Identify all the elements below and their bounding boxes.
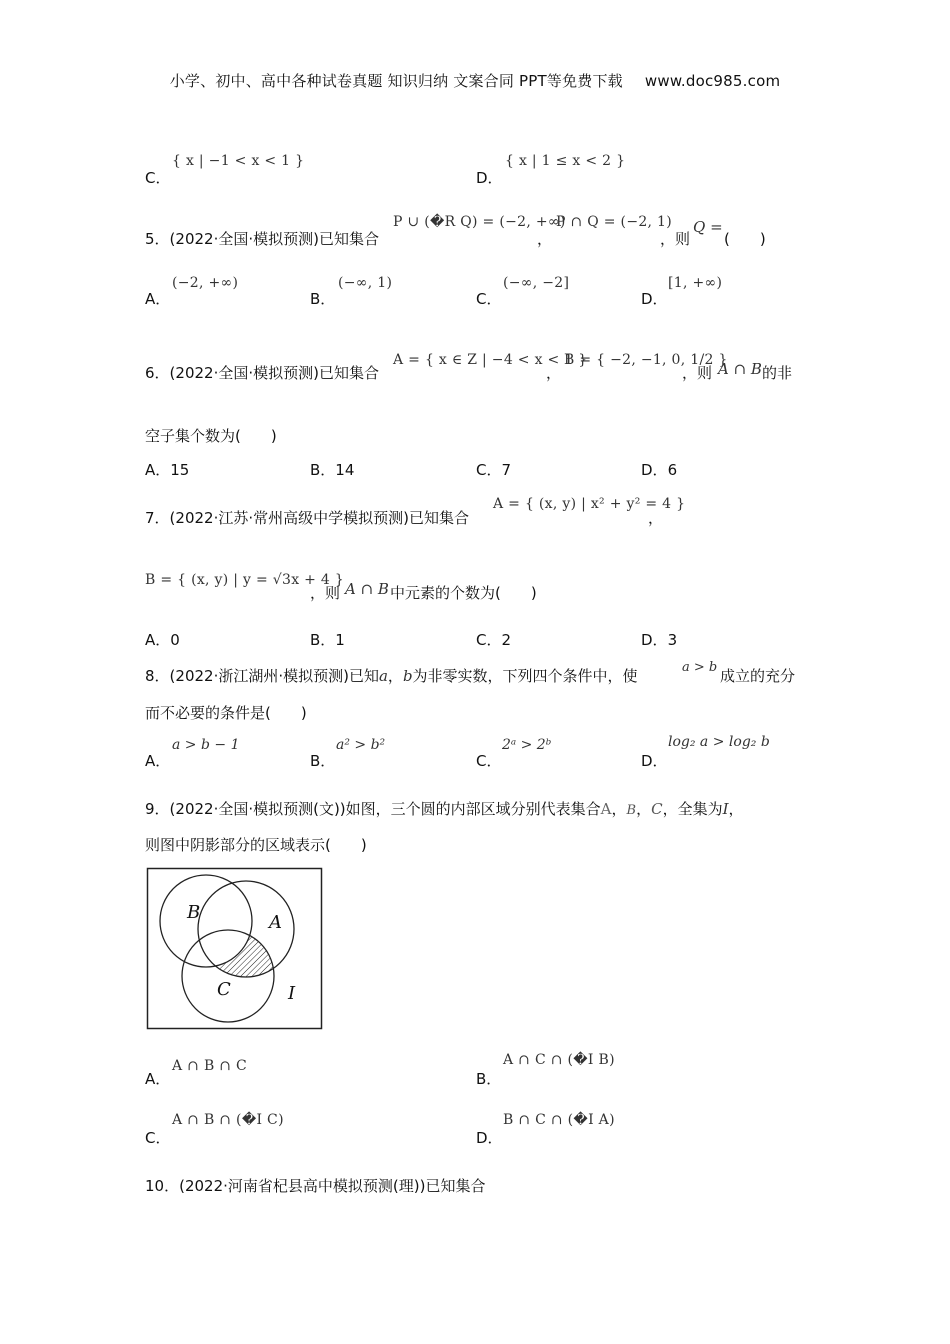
q8-option-c[interactable]: C． (476, 752, 502, 770)
q6-line-2: 空子集个数为( ) (145, 427, 277, 445)
header-url[interactable]: www.doc985.com (644, 72, 781, 90)
prev-option-d[interactable]: D． (476, 169, 503, 187)
q6-tail: 的非 (762, 364, 793, 382)
q9-option-c[interactable]: C． (145, 1129, 171, 1147)
page-header (0, 70, 950, 91)
q7-option-c[interactable]: C．2 (476, 631, 512, 649)
q7-math-2: B = { (x, y) | y = √3x + 4 } (145, 572, 345, 588)
q6-stem: 6．(2022·全国·模拟预测)已知集合 (145, 364, 379, 382)
q7-mid: 中元素的个数为( ) (390, 584, 537, 602)
q5-stem: 5．(2022·全国·模拟预测)已知集合 (145, 230, 379, 248)
venn-label-c: C (217, 979, 231, 1000)
q6-option-a[interactable]: A．15 (145, 461, 190, 479)
q7-option-a[interactable]: A．0 (145, 631, 180, 649)
q7-option-c-value: 2 (501, 631, 512, 649)
q9-option-b[interactable]: B． (476, 1070, 502, 1088)
q6-sep: ， (546, 364, 562, 382)
q9-set-c: C (651, 800, 663, 818)
q7-math-3: A ∩ B (345, 580, 389, 598)
q8-option-b[interactable]: B． (310, 752, 336, 770)
q7-stem: 7．(2022·江苏·常州高级中学模拟预测)已知集合 (145, 509, 469, 527)
q5-math-2: P ∩ Q = (−2, 1) (556, 214, 673, 230)
q5-option-a[interactable]: A． (145, 290, 171, 308)
q8-option-a-math: a > b − 1 (172, 737, 240, 753)
q6-option-c-value: 7 (501, 461, 512, 479)
q5-tail-pre: ，则 (660, 230, 691, 248)
venn-label-i: I (288, 983, 296, 1004)
q9-stem: 9．(2022·全国·模拟预测(文))如图，三个圆的内部区域分别代表集合A，B，C，全集为I， (145, 800, 744, 818)
prev-option-d-math: { x | 1 ≤ x < 2 } (505, 153, 626, 169)
q9-option-d-math: B ∩ C ∩ (�I A) (503, 1112, 615, 1128)
q8-option-b-math: a² > b² (336, 737, 386, 753)
q8-stem: 8．(2022·浙江湖州·模拟预测)已知a，b为非零实数，下列四个条件中，使 (145, 667, 638, 685)
q5-option-b-math: (−∞, 1) (338, 275, 393, 291)
q7-option-d-value: 3 (667, 631, 678, 649)
q7-option-b[interactable]: B．1 (310, 631, 345, 649)
prev-option-c-math: { x | −1 < x < 1 } (172, 153, 305, 169)
q9-option-d[interactable]: D． (476, 1129, 503, 1147)
q5-math-3: Q = (693, 218, 723, 236)
q6-option-b-value: 14 (335, 461, 355, 479)
q5-option-b[interactable]: B． (310, 290, 336, 308)
q9-option-a-math: A ∩ B ∩ C (172, 1058, 248, 1074)
q10-stem: 10．(2022·河南省杞县高中模拟预测(理))已知集合 (145, 1177, 486, 1195)
q5-math-1: P ∪ (�R Q) = (−2, +∞) (393, 214, 566, 230)
prev-option-c[interactable]: C． (145, 169, 171, 187)
q8-var-b: b (402, 667, 413, 685)
q9-set-i: I (722, 800, 729, 818)
q8-stem-end: 成立的充分 (720, 667, 796, 685)
q7-sep: ， (648, 509, 664, 527)
q5-option-a-math: (−2, +∞) (172, 275, 239, 291)
q5-option-c[interactable]: C． (476, 290, 502, 308)
q5-option-d-math: [1, +∞) (668, 275, 723, 291)
q7-math-1: A = { (x, y) | x² + y² = 4 } (493, 496, 686, 512)
q9-option-b-math: A ∩ C ∩ (�I B) (503, 1052, 615, 1068)
q7-mid-pre: ，则 (310, 584, 341, 602)
q8-option-c-math: 2ᵃ > 2ᵇ (502, 737, 552, 753)
q6-option-d[interactable]: D．6 (641, 461, 678, 479)
q6-math-1: A = { x ∈ Z | −4 < x < 1 } (393, 352, 588, 368)
q8-var-a: a (378, 667, 388, 685)
q5-option-c-math: (−∞, −2] (503, 275, 570, 291)
q8-option-d[interactable]: D． (641, 752, 668, 770)
q6-option-a-value: 15 (170, 461, 190, 479)
q7-option-a-value: 0 (170, 631, 180, 649)
venn-label-b: B (187, 902, 201, 923)
q7-option-b-value: 1 (335, 631, 345, 649)
q8-option-d-math: log₂ a > log₂ b (668, 734, 770, 750)
q8-option-a[interactable]: A． (145, 752, 171, 770)
q6-option-b[interactable]: B．14 (310, 461, 355, 479)
q9-set-b: B (626, 803, 637, 818)
q9-option-c-math: A ∩ B ∩ (�I C) (172, 1112, 284, 1128)
venn-diagram (146, 867, 323, 1030)
q9-set-a: A (600, 800, 612, 818)
q6-option-d-value: 6 (667, 461, 678, 479)
q6-option-c[interactable]: C．7 (476, 461, 512, 479)
q9-line-2: 则图中阴影部分的区域表示( ) (145, 836, 367, 854)
q6-tail-pre: ，则 (682, 364, 713, 382)
q5-sep: ， (537, 230, 553, 248)
q5-tail: ( ) (724, 230, 766, 248)
q8-math-1: a > b (682, 660, 718, 675)
q9-option-a[interactable]: A． (145, 1070, 171, 1088)
venn-label-a: A (269, 912, 282, 933)
q7-option-d[interactable]: D．3 (641, 631, 678, 649)
q5-option-d[interactable]: D． (641, 290, 668, 308)
header-text: 小学、初中、高中各种试卷真题 知识归纳 文案合同 PPT等免费下载 (169, 72, 623, 90)
q6-math-3: A ∩ B (718, 360, 762, 378)
q8-line-2: 而不必要的条件是( ) (145, 704, 307, 722)
q6-math-2: B = { −2, −1, 0, 1/2 } (564, 352, 728, 368)
